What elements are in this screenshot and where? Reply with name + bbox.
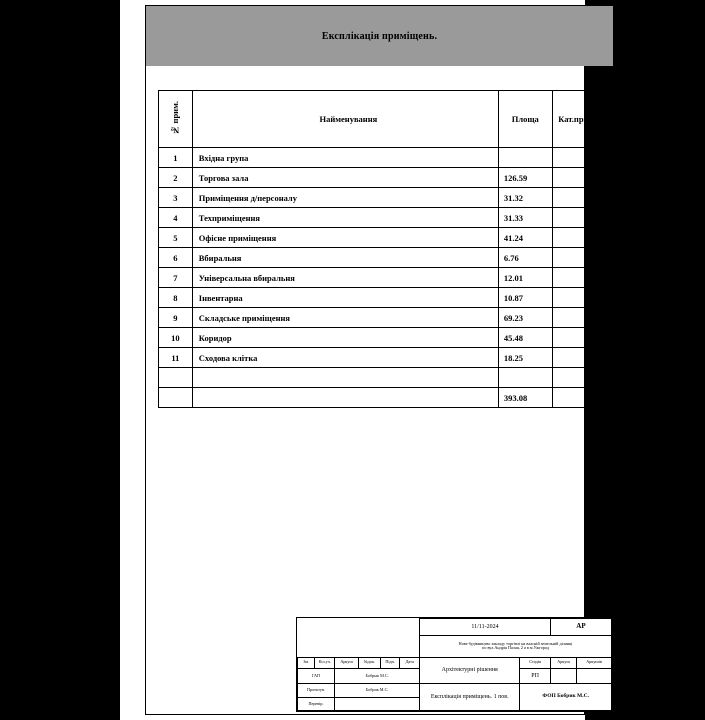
rev-header-4: Підп.	[380, 657, 400, 668]
stamp-company: ФОП Бобрик М.С.	[520, 684, 612, 711]
table-row: 5 Офісне приміщення 41.24	[159, 228, 603, 248]
title-banner	[146, 6, 613, 66]
stamp-stage-value: РП	[520, 668, 551, 684]
table-row: 4 Техприміщення 31.33	[159, 208, 603, 228]
stage-header-2: Аркушів	[577, 657, 612, 668]
stamp-section-title: Архітектурні рішення	[420, 657, 520, 684]
stamp-object: Нове будівництво закладу торгівлі на власній земельній ділянці по вул.Андрія Палая, 2 а в м.Ужгород	[420, 635, 612, 657]
table-row: 3 Приміщення д/персоналу 31.32	[159, 188, 603, 208]
role-1: Проектув.	[298, 684, 335, 697]
rev-header-3: №док.	[359, 657, 381, 668]
table-row	[159, 368, 603, 388]
page-title: Експлікація приміщень.	[321, 30, 438, 42]
table-row: 7 Універсальна вбиральня 12.01	[159, 268, 603, 288]
stage-header-0: Стадія	[520, 657, 551, 668]
table-row: 10 Коридор 45.48	[159, 328, 603, 348]
title-block-stamp	[296, 617, 613, 712]
rev-header-0: Зм.	[298, 657, 315, 668]
table-row: 11 Сходова клітка 18.25	[159, 348, 603, 368]
role-0: ГАП	[298, 668, 335, 684]
header-name: Найменування	[192, 91, 498, 148]
rev-header-1: Кіл.уч.	[315, 657, 335, 668]
explication-table-body	[159, 148, 603, 408]
stamp-sheet-number	[550, 668, 576, 684]
stage-header-1: Аркуш	[550, 657, 576, 668]
stamp-sheet-title: Експлікація приміщень. 1 пов.	[420, 684, 520, 711]
stamp-sheet-count	[577, 668, 612, 684]
table-total-row	[159, 388, 603, 408]
table-header-row	[159, 91, 603, 148]
role-1-name: Бобрик М.С.	[335, 684, 420, 697]
table-row: 8 Інвентарна 10.87	[159, 288, 603, 308]
table-row: 2 Торгова зала 126.59	[159, 168, 603, 188]
explication-table	[158, 90, 603, 408]
rev-header-5: Дата	[400, 657, 420, 668]
header-area: Площа	[498, 91, 552, 148]
table-row: 6 Вбиральня 6.76	[159, 248, 603, 268]
header-cat: Кат.прим.	[552, 91, 602, 148]
stamp-mark: АР	[550, 619, 611, 636]
role-2: Перевір.	[298, 697, 335, 710]
total-area: 393.08	[498, 388, 552, 408]
stamp-date: 11/11-2024	[420, 619, 551, 636]
rev-header-2: Аркуш	[335, 657, 359, 668]
header-num: № прим.	[159, 91, 193, 148]
table-row: 9 Складське приміщення 69.23	[159, 308, 603, 328]
role-0-name: Бобрык М.С.	[335, 668, 420, 684]
role-2-name	[335, 697, 420, 710]
table-row: 1 Вхідна група	[159, 148, 603, 168]
